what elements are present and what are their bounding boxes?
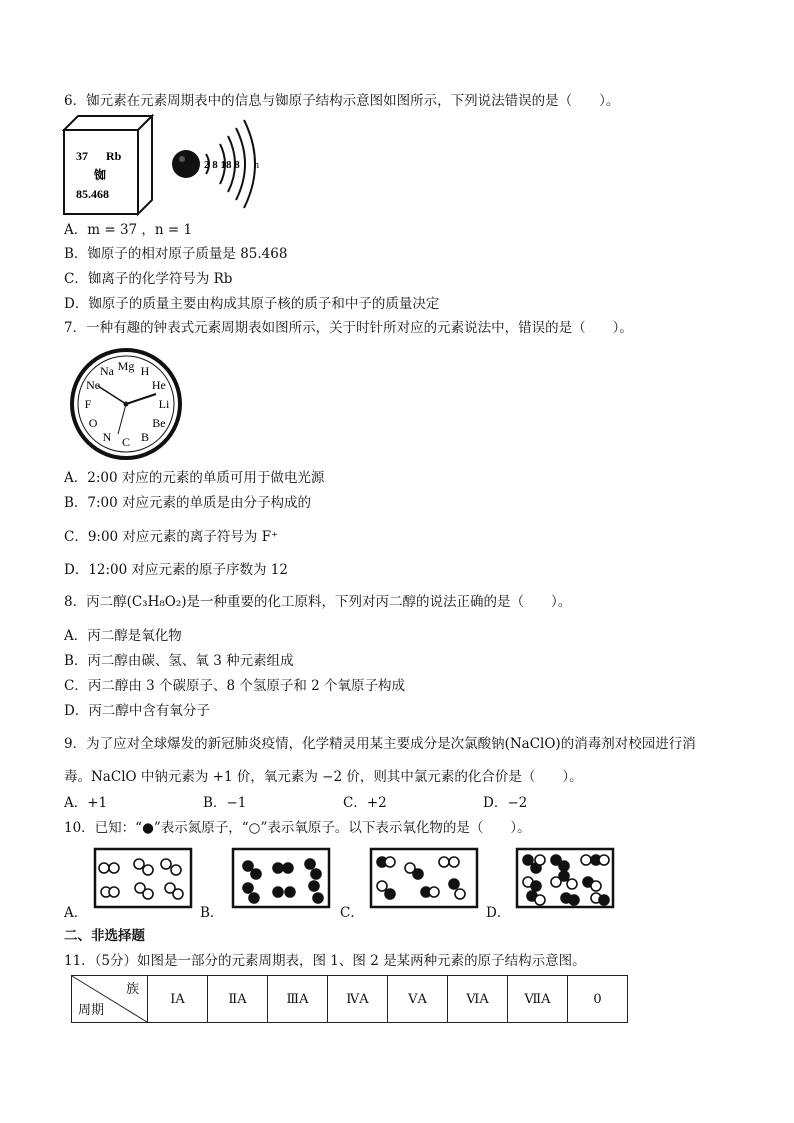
clock-label: N bbox=[102, 429, 112, 444]
clock-label: H bbox=[140, 364, 150, 379]
molecule-box-d bbox=[516, 848, 616, 910]
group-col: ⅥA bbox=[448, 976, 508, 1023]
nitrogen-atom bbox=[531, 881, 541, 891]
clock-label: O bbox=[88, 416, 98, 430]
q9-stem-line2: 毒。NaClO 中钠元素为 +1 价，氧元素为 −2 价，则其中氯元素的化合价是（ ）。 bbox=[64, 769, 583, 785]
cell-mass: 85.468 bbox=[76, 187, 109, 201]
oxygen-atom bbox=[109, 887, 119, 897]
periodic-table-partial bbox=[71, 975, 628, 1023]
oxygen-atom bbox=[455, 889, 465, 899]
atom-outer-n: n bbox=[254, 160, 259, 171]
header-period-label: 周期 bbox=[78, 1003, 105, 1018]
molecule-box-a bbox=[94, 848, 194, 910]
oxygen-atom bbox=[429, 887, 439, 897]
q7-option-c: C．9:00 对应元素的离子符号为 F⁺ bbox=[64, 529, 279, 545]
nitrogen-atom bbox=[285, 887, 295, 897]
periodic-clock bbox=[70, 348, 182, 460]
nitrogen-atom bbox=[313, 893, 323, 903]
clock-label: Be bbox=[152, 416, 166, 430]
nitrogen-atom bbox=[249, 893, 259, 903]
nitrogen-atom bbox=[569, 895, 579, 905]
rubidium-atom-diagram bbox=[170, 116, 270, 216]
group-col: ⅣA bbox=[328, 976, 388, 1023]
nitrogen-atom bbox=[559, 861, 569, 871]
oxygen-atom bbox=[581, 855, 591, 865]
oxygen-atom bbox=[599, 855, 609, 865]
nitrogen-atom bbox=[311, 869, 321, 879]
cell-symbol: Rb bbox=[106, 149, 122, 163]
nitrogen-atom bbox=[251, 869, 261, 879]
oxygen-atom bbox=[99, 863, 109, 873]
q6-option-c: C．铷离子的化学符号为 Rb bbox=[64, 271, 233, 287]
oxygen-atom bbox=[161, 859, 171, 869]
q10-label-a: A． bbox=[64, 905, 88, 921]
molecule-box-c bbox=[370, 848, 480, 910]
group-col: ⅦA bbox=[508, 976, 568, 1023]
q6-stem: 6．铷元素在元素周期表中的信息与铷原子结构示意图如图所示，下列说法错误的是（ ）。 bbox=[64, 93, 620, 109]
cell-number: 37 bbox=[76, 149, 88, 163]
q10-stem: 10．已知：“●”表示氮原子，“○”表示氧原子。以下表示氧化物的是（ ）。 bbox=[64, 820, 531, 836]
nitrogen-atom bbox=[305, 859, 315, 869]
group-col: 0 bbox=[568, 976, 628, 1023]
q8-stem: 8．丙二醇(C₃H₈O₂)是一种重要的化工原料，下列对丙二醇的说法正确的是（ ）。 bbox=[64, 594, 572, 610]
q9-stem-line1: 9．为了应对全球爆发的新冠肺炎疫情，化学精灵用某主要成分是次氯酸钠(NaClO)的消毒剂对校园进行消 bbox=[64, 736, 696, 752]
oxygen-atom bbox=[143, 889, 153, 899]
q7-option-a: A．2:00 对应的元素的单质可用于做电光源 bbox=[64, 470, 325, 486]
clock-label: He bbox=[151, 378, 166, 392]
table-header-diagonal bbox=[72, 976, 148, 1023]
clock-label: Ne bbox=[86, 378, 101, 392]
nitrogen-atom bbox=[559, 871, 569, 881]
cell-name: 铷 bbox=[94, 168, 107, 182]
q6-option-d: D．铷原子的质量主要由构成其原子核的质子和中子的质量决定 bbox=[64, 296, 440, 312]
oxygen-atom bbox=[535, 895, 545, 905]
q8-option-a: A．丙二醇是氧化物 bbox=[64, 628, 182, 644]
q10-label-b: B． bbox=[200, 905, 224, 921]
group-col: ⅠA bbox=[148, 976, 208, 1023]
clock-label: Mg bbox=[117, 359, 135, 373]
oxygen-atom bbox=[171, 865, 181, 875]
q11-stem: 11．（5分）如图是一部分的元素周期表，图 1、图 2 是某两种元素的原子结构示意图。 bbox=[64, 953, 586, 969]
q7-stem: 7．一种有趣的钟表式元素周期表如图所示，关于时针所对应的元素说法中，错误的是（ ）。 bbox=[64, 320, 633, 336]
q10-label-c: C． bbox=[340, 905, 364, 921]
clock-label: B bbox=[140, 429, 150, 444]
clock-label: Na bbox=[100, 364, 114, 379]
oxygen-atom bbox=[449, 857, 459, 867]
q8-option-d: D．丙二醇中含有氧分子 bbox=[64, 703, 210, 719]
nitrogen-atom bbox=[273, 887, 283, 897]
q8-option-c: C．丙二醇由 3 个碳原子、8 个氢原子和 2 个氧原子构成 bbox=[64, 678, 406, 694]
group-col: ⅤA bbox=[388, 976, 448, 1023]
nitrogen-atom bbox=[243, 883, 253, 893]
q9-option-d: D．−2 bbox=[483, 795, 528, 811]
nitrogen-atom bbox=[599, 895, 609, 905]
oxygen-atom bbox=[134, 859, 144, 869]
clock-label: C bbox=[121, 435, 131, 449]
nitrogen-atom bbox=[523, 855, 533, 865]
oxygen-atom bbox=[591, 881, 601, 891]
oxygen-atom bbox=[385, 857, 395, 867]
q7-option-d: D．12:00 对应元素的原子序数为 12 bbox=[64, 562, 288, 578]
q9-option-a: A．+1 bbox=[64, 795, 108, 811]
oxygen-atom bbox=[439, 857, 449, 867]
oxygen-atom bbox=[377, 881, 387, 891]
group-col: ⅢA bbox=[268, 976, 328, 1023]
q7-option-b: B．7:00 对应元素的单质是由分子构成的 bbox=[64, 495, 312, 511]
element-cell-rubidium bbox=[64, 116, 154, 216]
nitrogen-atom bbox=[413, 869, 423, 879]
q9-option-c: C．+2 bbox=[343, 795, 387, 811]
clock-label: Li bbox=[158, 397, 170, 411]
header-group-label: 族 bbox=[125, 982, 139, 997]
q6-option-b: B．铷原子的相对原子质量是 85.468 bbox=[64, 246, 288, 262]
q9-option-b: B．−1 bbox=[203, 795, 247, 811]
oxygen-atom bbox=[109, 863, 119, 873]
nitrogen-atom bbox=[309, 881, 319, 891]
oxygen-atom bbox=[143, 865, 153, 875]
q8-option-b: B．丙二醇由碳、氢、氧 3 种元素组成 bbox=[64, 653, 294, 669]
nitrogen-atom bbox=[385, 889, 395, 899]
q10-label-d: D． bbox=[486, 905, 511, 921]
oxygen-atom bbox=[535, 855, 545, 865]
clock-label: F bbox=[84, 397, 92, 411]
section-title: 二、非选择题 bbox=[64, 928, 145, 944]
nitrogen-atom bbox=[449, 879, 459, 889]
q6-option-a: A．m = 37 ，n = 1 bbox=[64, 222, 193, 238]
oxygen-atom bbox=[567, 879, 577, 889]
atom-shells: 2 8 18 8 bbox=[204, 159, 240, 171]
nitrogen-atom bbox=[273, 863, 283, 873]
oxygen-atom bbox=[173, 889, 183, 899]
nitrogen-atom bbox=[243, 861, 253, 871]
group-col: ⅡA bbox=[208, 976, 268, 1023]
nitrogen-atom bbox=[283, 863, 293, 873]
molecule-box-b bbox=[232, 848, 332, 910]
